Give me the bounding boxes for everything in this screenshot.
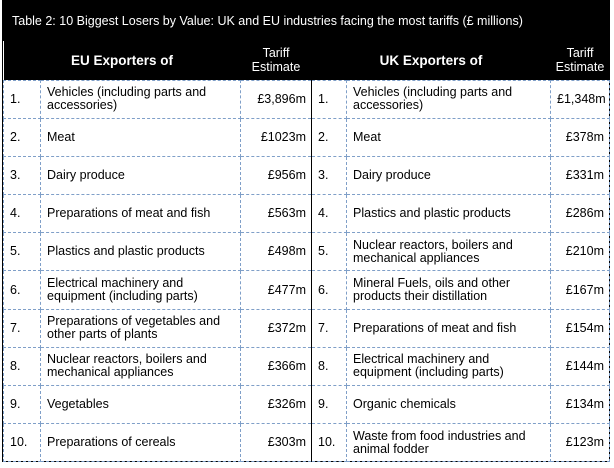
eu-item-cell: Plastics and plastic products <box>41 233 241 271</box>
eu-rank-cell: 6. <box>4 271 41 309</box>
eu-item-cell: Preparations of cereals <box>41 424 241 462</box>
tariff-table-frame <box>2 0 610 462</box>
uk-rank-cell: 5. <box>312 233 347 271</box>
eu-item-cell: Meat <box>41 118 241 156</box>
table-row <box>4 271 610 309</box>
eu-rank-cell: 4. <box>4 195 41 233</box>
eu-rank-cell: 10. <box>4 424 41 462</box>
eu-item-cell: Nuclear reactors, boilers and mechanical appliances <box>41 347 241 385</box>
uk-item-cell: Nuclear reactors, boilers and mechanical appliances <box>347 233 551 271</box>
uk-value-cell: £154m <box>551 309 610 347</box>
table-row <box>4 80 610 118</box>
eu-item-cell: Vehicles (including parts and accessories) <box>41 80 241 118</box>
eu-item-cell: Vegetables <box>41 386 241 424</box>
eu-value-cell: £477m <box>241 271 312 309</box>
uk-rank-cell: 1. <box>312 80 347 118</box>
table-title: Table 2: 10 Biggest Losers by Value: UK and EU industries facing the most tariffs (£ millions) <box>3 1 609 41</box>
uk-item-cell: Meat <box>347 118 551 156</box>
uk-value-cell: £167m <box>551 271 610 309</box>
eu-value-cell: £3,896m <box>241 80 312 118</box>
eu-value-cell: £372m <box>241 309 312 347</box>
eu-rank-cell: 5. <box>4 233 41 271</box>
eu-exporters-header: EU Exporters of <box>70 52 174 68</box>
uk-value-cell: £286m <box>551 195 610 233</box>
eu-value-cell: £956m <box>241 156 312 194</box>
table-row <box>4 424 610 462</box>
uk-value-cell: £134m <box>551 386 610 424</box>
uk-exporters-header: UK Exporters of <box>379 52 483 68</box>
uk-value-cell: £378m <box>551 118 610 156</box>
eu-rank-cell: 7. <box>4 309 41 347</box>
uk-value-cell: £123m <box>551 424 610 462</box>
table-row <box>4 118 610 156</box>
uk-rank-cell: 10. <box>312 424 347 462</box>
eu-rank-cell: 8. <box>4 347 41 385</box>
tariff-table <box>3 41 610 462</box>
uk-rank-cell: 6. <box>312 271 347 309</box>
table-header-row <box>4 41 610 80</box>
eu-value-cell: £303m <box>241 424 312 462</box>
eu-rank-cell: 3. <box>4 156 41 194</box>
eu-value-cell: £498m <box>241 233 312 271</box>
eu-item-cell: Electrical machinery and equipment (including parts) <box>41 271 241 309</box>
table-row <box>4 347 610 385</box>
uk-rank-cell: 7. <box>312 309 347 347</box>
table-row <box>4 309 610 347</box>
uk-item-cell: Plastics and plastic products <box>347 195 551 233</box>
eu-item-cell: Dairy produce <box>41 156 241 194</box>
uk-tariff-estimate-header: Tariff Estimate <box>555 46 605 75</box>
eu-rank-cell: 9. <box>4 386 41 424</box>
uk-item-cell: Dairy produce <box>347 156 551 194</box>
uk-item-cell: Electrical machinery and equipment (including parts) <box>347 347 551 385</box>
table-row <box>4 195 610 233</box>
eu-tariff-estimate-header: Tariff Estimate <box>251 46 301 75</box>
eu-value-cell: £563m <box>241 195 312 233</box>
table-row <box>4 156 610 194</box>
eu-value-cell: £366m <box>241 347 312 385</box>
uk-rank-cell: 4. <box>312 195 347 233</box>
uk-item-cell: Vehicles (including parts and accessories) <box>347 80 551 118</box>
table-row <box>4 386 610 424</box>
uk-value-cell: £144m <box>551 347 610 385</box>
uk-rank-cell: 3. <box>312 156 347 194</box>
uk-item-cell: Organic chemicals <box>347 386 551 424</box>
eu-item-cell: Preparations of meat and fish <box>41 195 241 233</box>
uk-value-cell: £1,348m <box>551 80 610 118</box>
uk-value-cell: £331m <box>551 156 610 194</box>
uk-rank-cell: 8. <box>312 347 347 385</box>
table-row <box>4 233 610 271</box>
uk-item-cell: Preparations of meat and fish <box>347 309 551 347</box>
uk-item-cell: Mineral Fuels, oils and other products their distillation <box>347 271 551 309</box>
eu-value-cell: £326m <box>241 386 312 424</box>
uk-rank-cell: 9. <box>312 386 347 424</box>
uk-item-cell: Waste from food industries and animal fodder <box>347 424 551 462</box>
eu-rank-cell: 2. <box>4 118 41 156</box>
eu-item-cell: Preparations of vegetables and other parts of plants <box>41 309 241 347</box>
eu-value-cell: £1023m <box>241 118 312 156</box>
uk-rank-cell: 2. <box>312 118 347 156</box>
uk-value-cell: £210m <box>551 233 610 271</box>
eu-rank-cell: 1. <box>4 80 41 118</box>
